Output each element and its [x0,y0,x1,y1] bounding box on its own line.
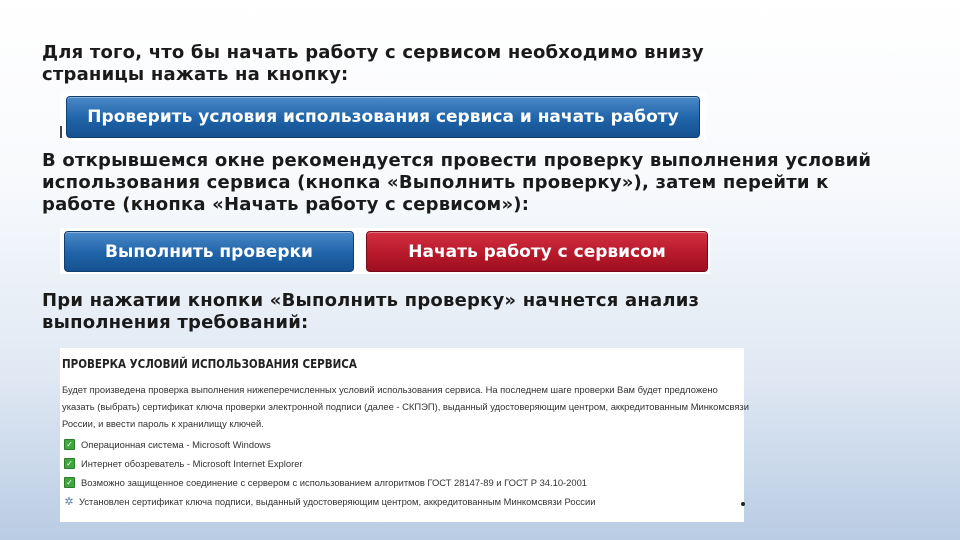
checkbox-checked-icon: ✓ [64,439,75,450]
start-service-button[interactable]: Начать работу с сервисом [366,231,708,272]
after-open-text: В открывшемся окне рекомендуется провести проверку выполнения условий использования сервиса (кнопка «Выполнить проверку»), затем перейти к работе (кнопка «Начать работу с сервисом»): [42,150,872,215]
start-button-screenshot [60,93,706,141]
text-cursor-mark [60,126,62,138]
condition-label: Возможно защищенное соединение с сервером с использованием алгоритмов ГОСТ 28147-89 и ГОСТ Р 34.10-2001 [81,477,588,488]
action-buttons-screenshot [60,228,710,274]
panel-title: ПРОВЕРКА УСЛОВИЙ ИСПОЛЬЗОВАНИЯ СЕРВИСА [62,356,357,371]
checkbox-checked-icon: ✓ [64,458,75,469]
bullet-dot [741,502,745,506]
conditions-list [64,435,744,511]
list-item [64,473,744,492]
checkbox-checked-icon: ✓ [64,477,75,488]
list-item [64,492,744,511]
intro-text: Для того, что бы начать работу с сервисом необходимо внизу страницы нажать на кнопку: [42,42,704,85]
conditions-check-panel [60,348,749,522]
check-conditions-and-start-button[interactable]: Проверить условия использования сервиса и начать работу [66,96,700,138]
condition-label: Установлен сертификат ключа подписи, выданный удостоверяющим центром, аккредитованным Минкомсвязи России [79,496,596,507]
loading-spinner-icon: ✲ [64,495,74,508]
list-item [64,435,744,454]
on-check-text: При нажатии кнопки «Выполнить проверку» начнется анализ выполнения требований: [42,290,700,333]
panel-description: Будет произведена проверка выполнения нижеперечисленных условий использования сервиса. На последнем шаге проверки Вам будет предложено указать (выбрать) сертификат ключа проверки электронной подписи (далее - СКПЭП), выданный удостоверяющим центром, аккредитованным Минкомсвязи России, и ввести пароль к хранилищу ключей. [62,384,749,429]
list-item [64,454,744,473]
condition-label: Интернет обозреватель - Microsoft Internet Explorer [81,458,303,469]
condition-label: Операционная система - Microsoft Windows [81,439,271,450]
run-checks-button[interactable]: Выполнить проверки [64,231,354,272]
